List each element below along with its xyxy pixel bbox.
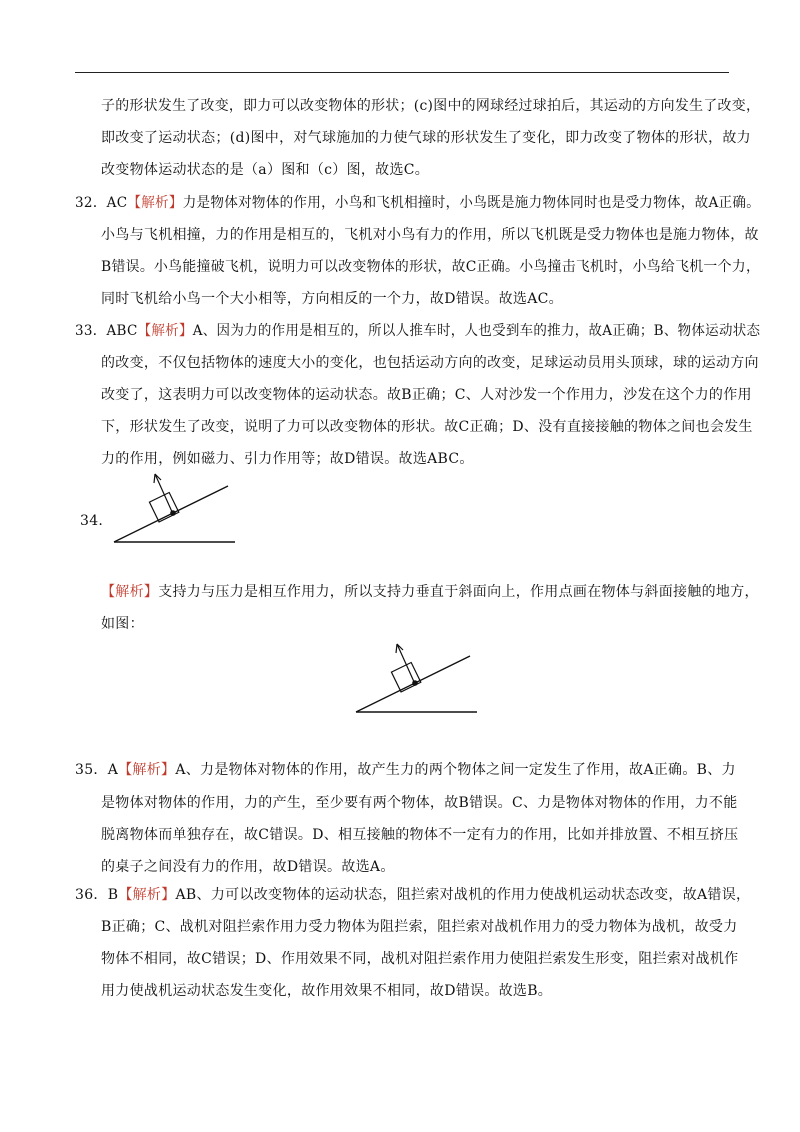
q35-text: A、力是物体对物体的作用，故产生力的两个物体之间一定发生了作用，故A正确。B、力 <box>175 762 736 778</box>
q35-line-3: 脱离物体而单独存在，故C错误。D、相互接触的物体不一定有力的作用，比如并排放置、不相互挤压 <box>101 827 739 843</box>
q32-line-4: 同时飞机给小鸟一个大小相等，方向相反的一个力，故D错误。故选AC。 <box>101 291 563 307</box>
q36-answer: 36．B <box>75 887 119 903</box>
analysis-tag: 【解析】 <box>118 762 176 778</box>
q33-line-5: 力的作用，例如磁力、引力作用等；故D错误。故选ABC。 <box>101 451 474 467</box>
q34-number: 34. <box>80 513 104 529</box>
q34-line-2: 如图： <box>101 616 144 632</box>
q33-text: A、因为力的作用是相互的，所以人推车时，人也受到车的推力，故A正确；B、物体运动状态 <box>192 323 761 339</box>
q35-line-2: 是物体对物体的作用，力的产生，至少要有两个物体，故B错误。C、力是物体对物体的作用，力不能 <box>101 795 738 811</box>
q32-line-2: 小鸟与飞机相撞，力的作用是相互的，飞机对小鸟有力的作用，所以飞机既是受力物体也是施力物体，故 <box>101 227 759 243</box>
q32-text: 力是物体对物体的作用，小鸟和飞机相撞时，小鸟既是施力物体同时也是受力物体，故A正确。 <box>182 195 761 211</box>
q33-answer: 33．ABC <box>75 323 138 339</box>
q35-answer: 35．A <box>75 762 119 778</box>
incline-figure <box>110 462 245 547</box>
analysis-tag: 【解析】 <box>101 584 159 600</box>
q33-line-3: 改变了，这表明力可以改变物体的运动状态。故B正确；C、人对沙发一个作用力，沙发在这个力的作用 <box>101 387 752 403</box>
q36-first-line <box>75 886 750 904</box>
arrowhead-left <box>154 474 155 483</box>
q36-text: AB、力可以改变物体的运动状态，阻拦索对战机的作用力使战机运动状态改变，故A错误， <box>175 887 751 903</box>
q35-line-4: 的桌子之间没有力的作用，故D错误。故选A。 <box>101 859 395 875</box>
q35-first-line <box>75 761 736 779</box>
q33-line-4: 下，形状发生了改变，说明了力可以改变物体的形状。故C正确；D、没有直接接触的物体之间也会发生 <box>101 419 753 435</box>
arrowhead-left <box>396 644 397 653</box>
analysis-tag: 【解析】 <box>137 323 193 339</box>
q32-answer: 32．AC <box>75 195 128 211</box>
contact-point <box>412 680 418 686</box>
contact-point <box>170 510 176 516</box>
q31-line-2: 即改变了运动状态；(d)图中，对气球施加的力使气球的形状发生了变化，即力改变了物体的形状，故力 <box>101 130 751 146</box>
q31-line-3: 改变物体运动状态的是（a）图和（c）图，故选C。 <box>101 162 430 178</box>
incline-figure-answer <box>352 632 487 717</box>
analysis-tag: 【解析】 <box>127 195 183 211</box>
q32-line-3: B错误。小鸟能撞破飞机，说明力可以改变物体的形状，故C正确。小鸟撞击飞机时，小鸟给飞机一个力， <box>101 259 761 275</box>
q36-line-3: 物体不相同，故C错误；D、作用效果不同，战机对阻拦索作用力使阻拦索发生形变，阻拦索对战机作 <box>101 951 739 967</box>
q31-line-1: 子的形状发生了改变，即力可以改变物体的形状；(c)图中的网球经过球拍后，其运动的方向发生了改变， <box>101 98 761 114</box>
q36-line-2: B正确；C、战机对阻拦索作用力受力物体为阻拦索，阻拦索对战机作用力的受力物体为战机，故受力 <box>101 919 738 935</box>
header-rule <box>75 72 729 73</box>
q33-first-line <box>75 322 760 340</box>
q34-analysis-line <box>101 583 759 601</box>
q36-line-4: 用力使战机运动状态发生变化，故作用效果不相同，故D错误。故选B。 <box>101 983 553 999</box>
q32-first-line <box>75 194 760 212</box>
analysis-tag: 【解析】 <box>118 887 176 903</box>
q34-text: 支持力与压力是相互作用力，所以支持力垂直于斜面向上，作用点画在物体与斜面接触的地方， <box>158 584 759 600</box>
q33-line-2: 的改变，不仅包括物体的速度大小的变化，也包括运动方向的改变，足球运动员用头顶球，球的运动方向 <box>101 355 759 371</box>
